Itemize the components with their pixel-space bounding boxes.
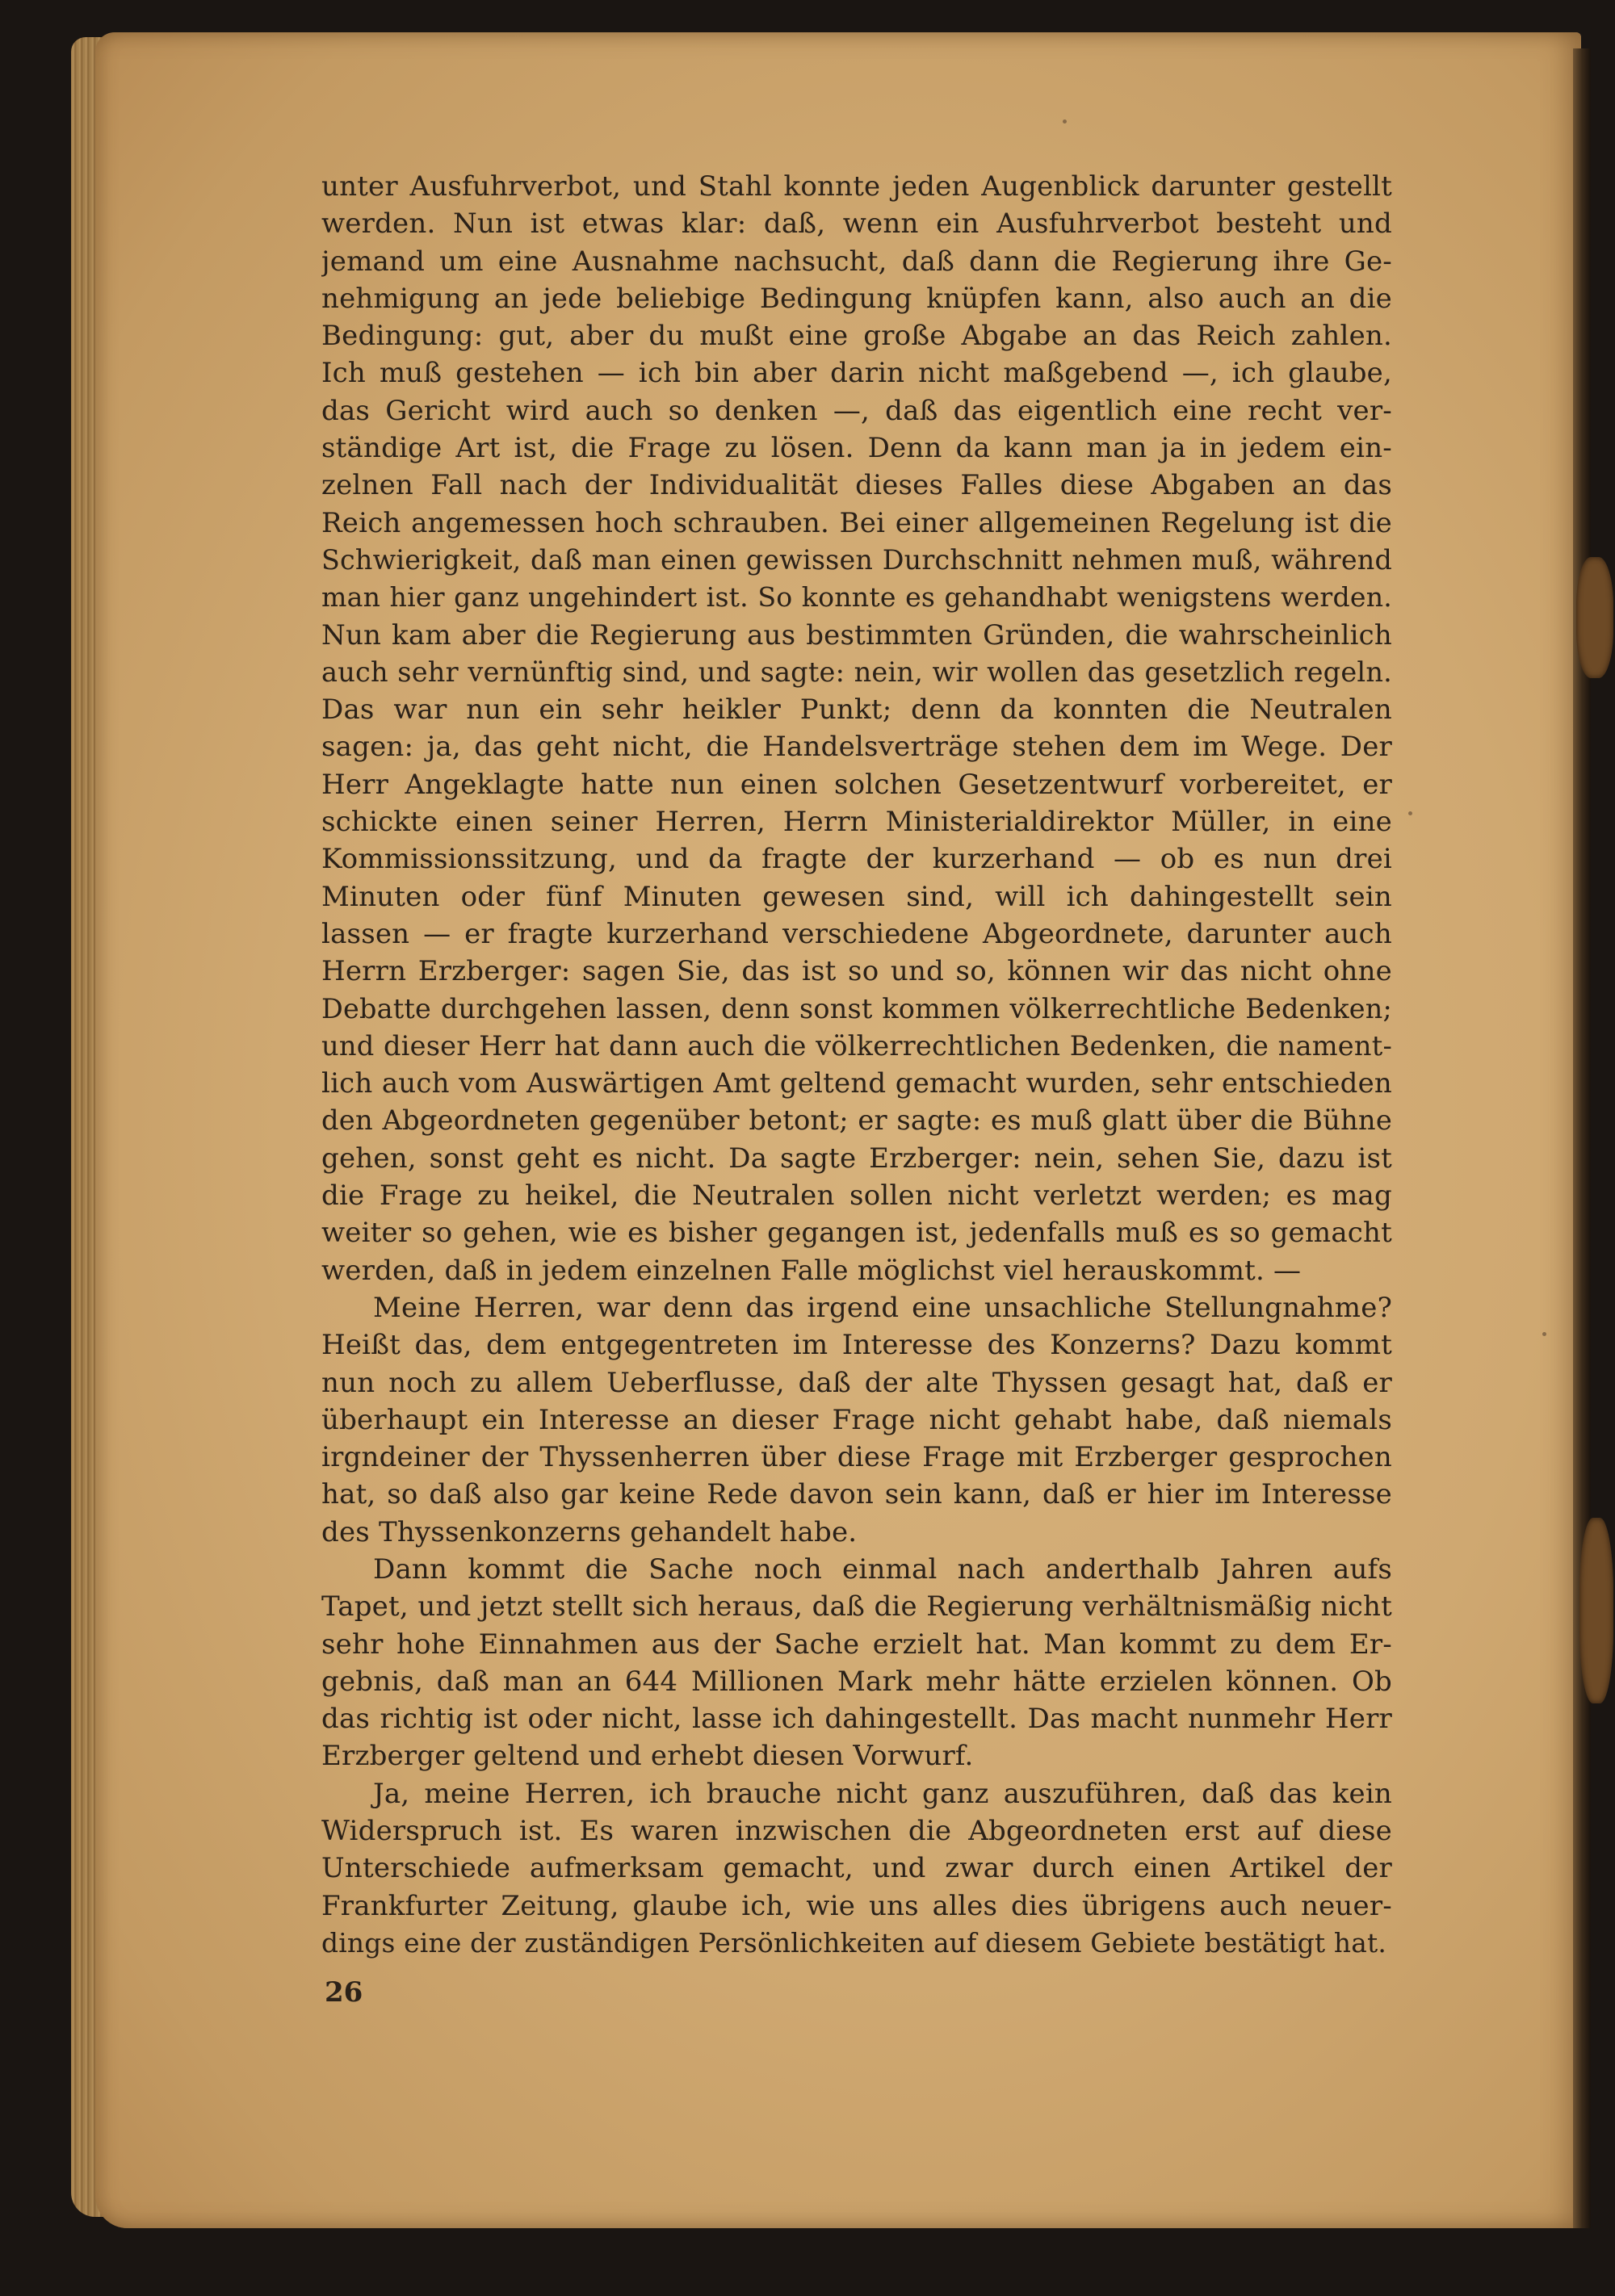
paragraph [321, 1775, 1392, 1962]
text-line: hat, so daß also gar keine Rede davon sein kann, daß er hier im Interesse [321, 1478, 1392, 1511]
text-line: Kommissionssitzung, und da fragte der kurzerhand — ob es nun drei [321, 843, 1392, 876]
text-line: Tapet, und jetzt stellt sich heraus, daß die Regierung verhältnismäßig nicht [321, 1590, 1392, 1624]
text-line: und dieser Herr hat dann auch die völkerrechtlichen Bedenken, die nament- [321, 1029, 1392, 1062]
text-line: sagen: ja, das geht nicht, die Handelsverträge stehen dem im Wege. Der [321, 731, 1392, 764]
text-line: zelnen Fall nach der Individualität dieses Falles diese Abgaben an das [321, 469, 1392, 502]
text-line: man hier ganz ungehindert ist. So konnte es gehandhabt wenigstens werden. [321, 581, 1392, 614]
torn-binding-lower [1579, 1518, 1613, 1703]
text-line: überhaupt ein Interesse an dieser Frage nicht gehabt habe, daß niemals [321, 1403, 1392, 1436]
text-line: Schwierigkeit, daß man einen gewissen Durchschnitt nehmen muß, während [321, 543, 1392, 576]
text-line: des Thyssenkonzerns gehandelt habe. [321, 1515, 858, 1548]
text-line: Minuten oder fünf Minuten gewesen sind, will ich dahingestellt sein [321, 880, 1392, 913]
text-line: Frankfurter Zeitung, glaube ich, wie uns alles dies übrigens auch neuer- [321, 1889, 1392, 1922]
text-line: Unterschiede aufmerksam gemacht, und zwar durch einen Artikel der [321, 1852, 1392, 1885]
text-line: Reich angemessen hoch schrauben. Bei einer allgemeinen Regelung ist die [321, 506, 1392, 539]
text-line: Herr Angeklagte hatte nun einen solchen Gesetzentwurf vorbereitet, er [321, 768, 1392, 801]
paragraph [321, 1551, 1392, 1775]
text-line: Widerspruch ist. Es waren inzwischen die Abgeordneten erst auf diese [321, 1815, 1392, 1848]
text-line: Dann kommt die Sache noch einmal nach anderthalb Jahren aufs [373, 1552, 1392, 1586]
text-line: auch sehr vernünftig sind, und sagte: nein, wir wollen das gesetzlich regeln. [321, 656, 1392, 688]
text-line: Heißt das, dem entgegentreten im Interesse des Konzerns? Dazu kommt [321, 1329, 1392, 1362]
book-gutter [1573, 48, 1591, 2228]
paper-speck [1542, 1332, 1546, 1336]
text-line: Nun kam aber die Regierung aus bestimmten Gründen, die wahrscheinlich [321, 618, 1392, 652]
text-line: schickte einen seiner Herren, Herrn Ministerialdirektor Müller, in eine [321, 806, 1392, 839]
paragraph [321, 1289, 1392, 1551]
text-line: weiter so gehen, wie es bisher gegangen ist, jedenfalls muß es so gemacht [321, 1217, 1392, 1250]
text-line: ständige Art ist, die Frage zu lösen. Denn da kann man ja in jedem ein- [321, 432, 1392, 465]
text-line: Meine Herren, war denn das irgend eine unsachliche Stellungnahme? [373, 1291, 1392, 1324]
text-line: lich auch vom Auswärtigen Amt geltend gemacht wurden, sehr entschieden [321, 1067, 1392, 1100]
text-line: das richtig ist oder nicht, lasse ich dahingestellt. Das macht nunmehr Herr [321, 1703, 1392, 1736]
text-line: werden, daß in jedem einzelnen Falle möglichst viel herauskommt. — [321, 1254, 1302, 1287]
text-line: Bedingung: gut, aber du mußt eine große Abgabe an das Reich zahlen. [321, 320, 1392, 353]
text-line: Das war nun ein sehr heikler Punkt; denn da konnten die Neutralen [321, 693, 1392, 727]
text-line: Ja, meine Herren, ich brauche nicht ganz auszuführen, daß das kein [373, 1777, 1392, 1810]
text-line: Debatte durchgehen lassen, denn sonst kommen völkerrechtliche Bedenken; [321, 992, 1392, 1024]
text-line: lassen — er fragte kurzerhand verschiedene Abgeordnete, darunter auch [321, 917, 1392, 950]
text-line: Herrn Erzberger: sagen Sie, das ist so und so, können wir das nicht ohne [321, 955, 1392, 988]
text-line: nehmigung an jede beliebige Bedingung knüpfen kann, also auch an die [321, 282, 1392, 315]
text-line: die Frage zu heikel, die Neutralen sollen nicht verletzt werden; es mag [321, 1179, 1392, 1213]
paper-speck [1063, 119, 1067, 124]
text-line: gebnis, daß man an 644 Millionen Mark mehr hätte erzielen können. Ob [321, 1665, 1392, 1698]
text-line: den Abgeordneten gegenüber betont; er sagte: es muß glatt über die Bühne [321, 1104, 1392, 1137]
paper-speck [1408, 811, 1412, 815]
text-line: dings eine der zuständigen Persönlichkeiten auf diesem Gebiete bestätigt hat. [321, 1927, 1387, 1959]
text-line: werden. Nun ist etwas klar: daß, wenn ein Ausfuhrverbot besteht und [321, 207, 1392, 241]
body-text [321, 168, 1392, 1962]
text-line: irgndeiner der Thyssenherren über diese Frage mit Erzberger gesprochen [321, 1441, 1392, 1474]
text-line: Erzberger geltend und erhebt diesen Vorwurf. [321, 1740, 974, 1773]
paragraph [321, 168, 1392, 1289]
text-line: unter Ausfuhrverbot, und Stahl konnte jeden Augenblick darunter gestellt [321, 170, 1392, 203]
text-line: sehr hohe Einnahmen aus der Sache erzielt hat. Man kommt zu dem Er- [321, 1628, 1392, 1661]
text-line: gehen, sonst geht es nicht. Da sagte Erzberger: nein, sehen Sie, dazu ist [321, 1142, 1392, 1175]
text-line: nun noch zu allem Ueberflusse, daß der alte Thyssen gesagt hat, daß er [321, 1366, 1392, 1399]
text-line: das Gericht wird auch so denken —, daß das eigentlich eine recht ver- [321, 394, 1392, 427]
torn-binding-upper [1576, 557, 1613, 678]
text-line: jemand um eine Ausnahme nachsucht, daß dann die Regierung ihre Ge- [321, 245, 1392, 278]
text-line: Ich muß gestehen — ich bin aber darin nicht maßgebend —, ich glaube, [321, 357, 1392, 390]
page-number: 26 [325, 1976, 363, 2009]
